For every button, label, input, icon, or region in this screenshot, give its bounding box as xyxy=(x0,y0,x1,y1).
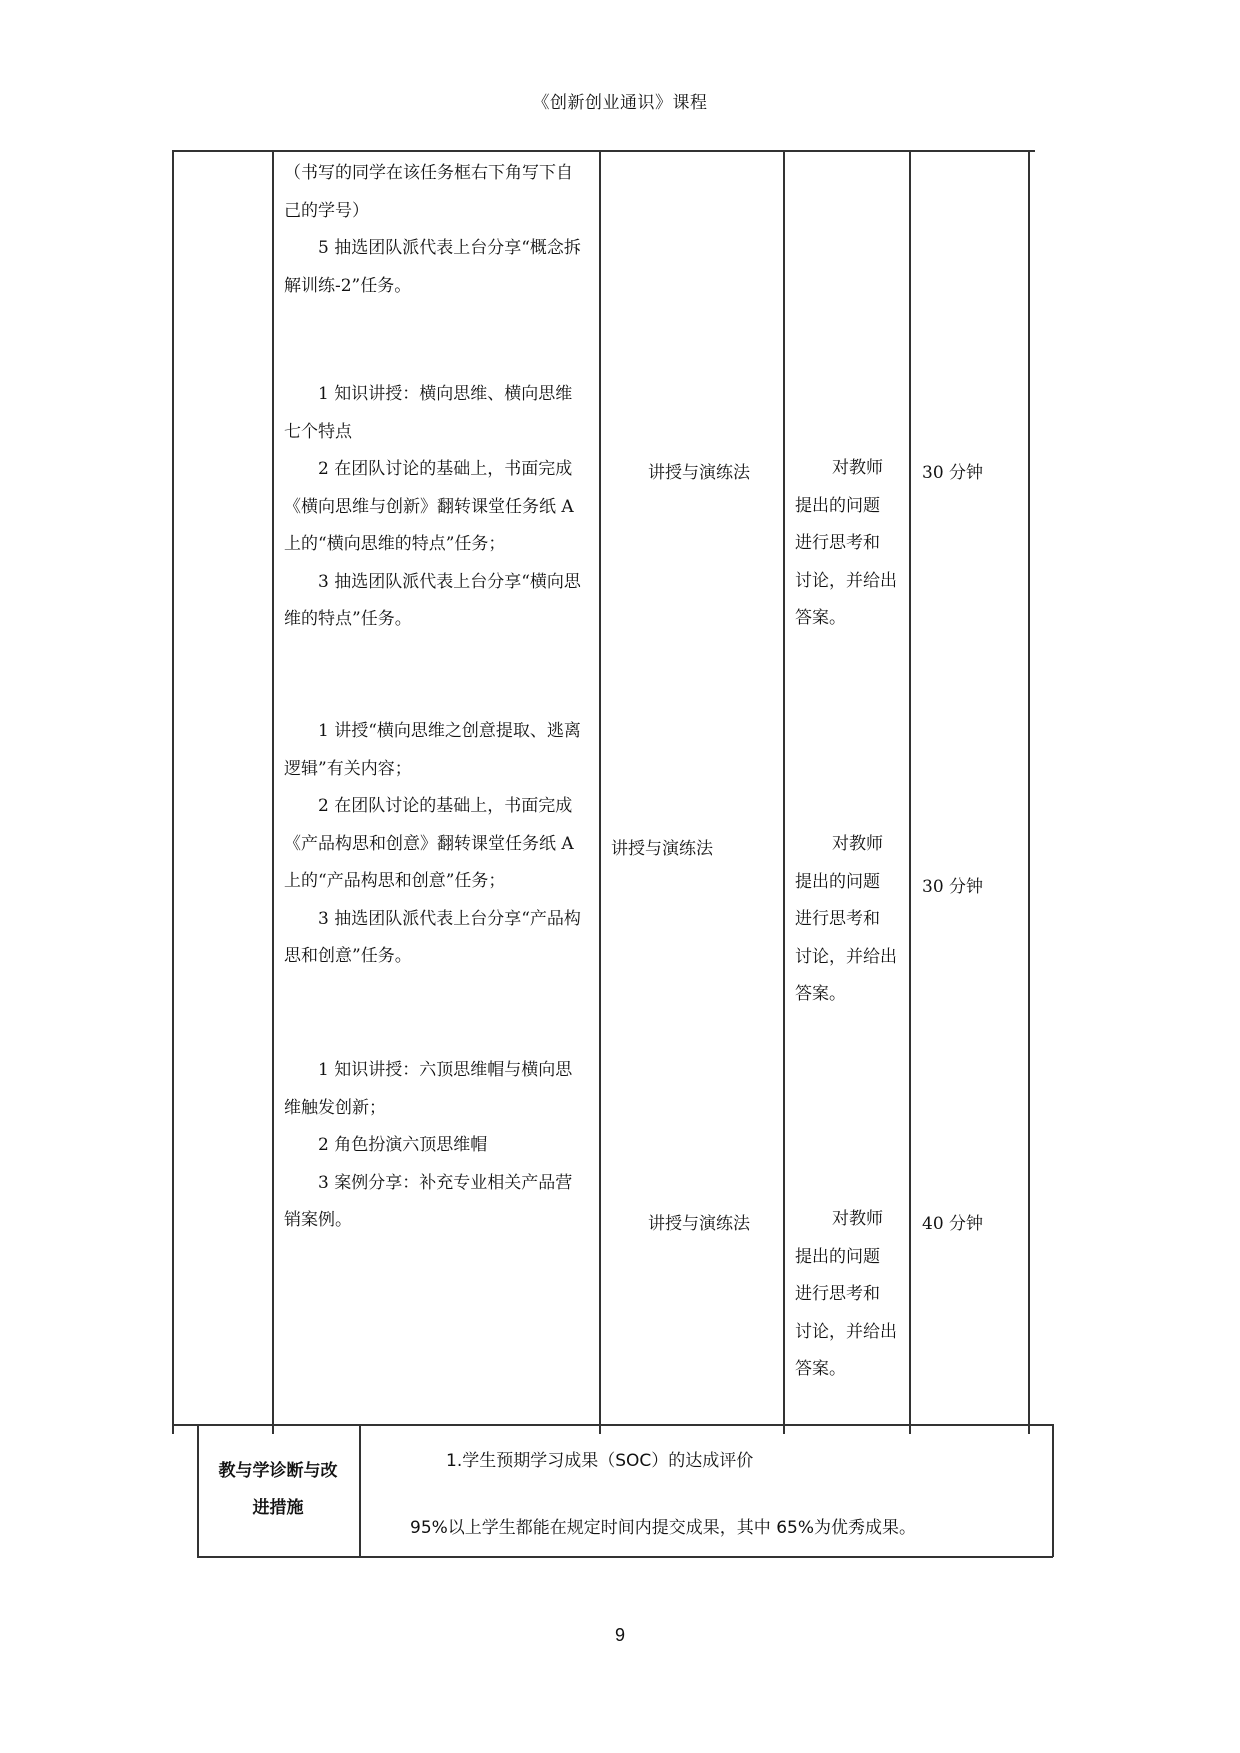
row-3-content xyxy=(284,713,589,976)
row-4-para-1: 1 知识讲授：六顶思维帽与横向思维触发创新； xyxy=(284,1060,573,1118)
row-4-time: 40 分钟 xyxy=(922,1214,984,1234)
row-4-method: 讲授与演练法 xyxy=(648,1214,750,1234)
row-3-para-1: 1 讲授“横向思维之创意提取、逃离逻辑”有关内容； xyxy=(284,721,581,779)
table-col-border-1 xyxy=(272,150,274,1434)
row-3-feedback xyxy=(795,826,905,1014)
row-2-feedback xyxy=(795,450,905,638)
page-header-title: 《创新创业通识》课程 xyxy=(532,93,708,113)
row-1-content xyxy=(284,155,589,305)
row-4-feedback-5: 答案。 xyxy=(795,1359,846,1379)
row-2-feedback-2: 提出的问题 xyxy=(795,495,880,516)
table-col-border-0 xyxy=(172,150,174,1434)
row-3-para-3: 3 抽选团队派代表上台分享“产品构思和创意”任务。 xyxy=(284,908,581,966)
row-2-content xyxy=(284,376,589,639)
table-col-border-2 xyxy=(599,150,601,1434)
row-2-time: 30 分钟 xyxy=(922,463,984,483)
row-3-feedback-4: 讨论，并给出 xyxy=(795,946,897,967)
eval-soc-result: 95%以上学生都能在规定时间内提交成果，其中 65%为优秀成果。 xyxy=(410,1518,916,1538)
row-1-para-1: （书写的同学在该任务框右下角写下自己的学号） xyxy=(284,163,573,221)
row-3-time: 30 分钟 xyxy=(922,877,984,897)
eval-label-line-2: 进措施 xyxy=(252,1498,304,1518)
eval-bottom-border xyxy=(197,1556,1053,1558)
eval-mid-border xyxy=(359,1424,361,1557)
row-1-para-2: 5 抽选团队派代表上台分享“概念拆解训练-2”任务。 xyxy=(284,238,581,296)
eval-top-border xyxy=(197,1424,1053,1426)
row-2-feedback-3: 进行思考和 xyxy=(795,533,880,553)
row-2-feedback-5: 答案。 xyxy=(795,608,846,628)
row-3-method: 讲授与演练法 xyxy=(611,839,713,859)
row-4-feedback-1: 对教师 xyxy=(832,1209,883,1229)
row-4-feedback-2: 提出的问题 xyxy=(795,1246,880,1267)
eval-label xyxy=(197,1453,359,1527)
row-4-para-3: 3 案例分享：补充专业相关产品营销案例。 xyxy=(284,1172,573,1230)
row-2-para-2: 2 在团队讨论的基础上，书面完成《横向思维与创新》翻转课堂任务纸 A 上的“横向思维的特点”任务； xyxy=(284,459,574,554)
row-2-para-3: 3 抽选团队派代表上台分享“横向思维的特点”任务。 xyxy=(284,571,581,629)
row-3-feedback-3: 进行思考和 xyxy=(795,909,880,929)
row-3-feedback-5: 答案。 xyxy=(795,984,846,1004)
eval-right-border xyxy=(1052,1424,1054,1557)
eval-soc-title: 1.学生预期学习成果（SOC）的达成评价 xyxy=(446,1451,754,1471)
row-4-feedback xyxy=(795,1201,905,1389)
row-2-feedback-4: 讨论，并给出 xyxy=(795,570,897,591)
row-2-para-1: 1 知识讲授：横向思维、横向思维七个特点 xyxy=(284,384,573,442)
page-number: 9 xyxy=(614,1625,625,1645)
row-2-method: 讲授与演练法 xyxy=(648,463,750,483)
table-col-border-3 xyxy=(783,150,785,1434)
row-3-feedback-2: 提出的问题 xyxy=(795,871,880,892)
row-4-para-2: 2 角色扮演六顶思维帽 xyxy=(318,1135,488,1155)
table-col-border-5 xyxy=(1028,150,1030,1434)
row-3-para-2: 2 在团队讨论的基础上，书面完成《产品构思和创意》翻转课堂任务纸 A 上的“产品构思和创意”任务； xyxy=(284,796,574,891)
row-4-feedback-3: 进行思考和 xyxy=(795,1284,880,1304)
row-4-feedback-4: 讨论，并给出 xyxy=(795,1321,897,1342)
table-col-border-4 xyxy=(909,150,911,1434)
row-2-feedback-1: 对教师 xyxy=(832,458,883,478)
table-top-border xyxy=(172,150,1035,152)
row-4-content xyxy=(284,1052,589,1240)
row-3-feedback-1: 对教师 xyxy=(832,834,883,854)
eval-label-line-1: 教与学诊断与改 xyxy=(218,1461,338,1481)
